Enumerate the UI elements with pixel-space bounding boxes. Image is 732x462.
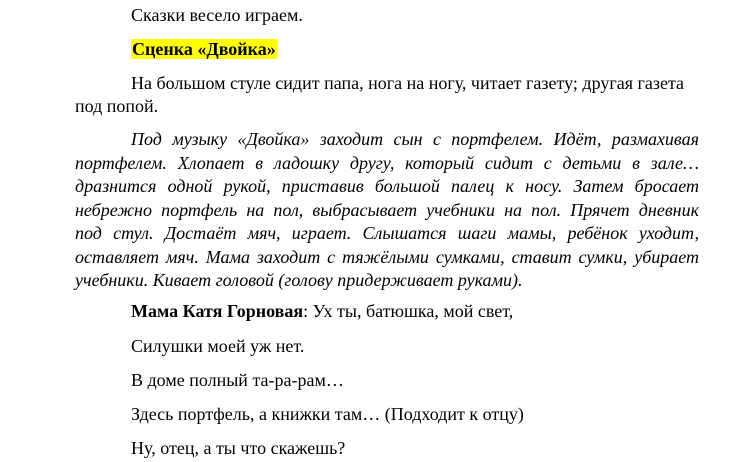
- speaker-name: Мама Катя Горновая: [131, 301, 304, 321]
- stage-direction-line: Под музыку «Двойка» заходит сын с портфелем. Идёт, размахивая: [131, 129, 699, 149]
- intro-line: Сказки весело играем.: [131, 5, 303, 25]
- verse-line: Здесь портфель, а книжки там… (Подходит к отцу): [131, 404, 524, 424]
- speaker-text: : Ух ты, батюшка, мой свет,: [303, 301, 514, 321]
- scene-title-highlight: Сценка «Двойка»: [132, 39, 276, 59]
- verse-line: Силушки моей уж нет.: [131, 336, 305, 356]
- stage-direction-line: портфелем. Хлопает в ладошку другу, который сидит с детьми в зале…: [75, 152, 699, 173]
- stage-direction-line: оставляет мяч. Мама заходит с тяжёлыми сумками, ставит сумки, убирает: [75, 246, 699, 267]
- stage-direction-line: учебники. Кивает головой (голову придерживает руками).: [75, 270, 523, 290]
- stage-direction-line: дразнится одной рукой, приставив большой палец к носу. Затем бросает: [75, 176, 699, 196]
- paragraph1-line2: под попой.: [75, 96, 159, 116]
- stage-direction-line: под стул. Достаёт мяч, играет. Слышатся шаги мамы, ребёнок уходит,: [75, 223, 699, 243]
- paragraph1-line1: На большом стуле сидит папа, нога на ногу, читает газету; другая газета: [131, 73, 685, 93]
- speaker-line: [131, 300, 513, 322]
- verse-line: Ну, отец, а ты что скажешь?: [131, 438, 346, 458]
- scene-title: [131, 38, 277, 60]
- verse-line: В доме полный та-ра-рам…: [131, 370, 344, 390]
- stage-direction-line: небрежно портфель на пол, выбрасывает учебники на пол. Прячет дневник: [75, 199, 699, 220]
- stage-direction: [75, 128, 699, 293]
